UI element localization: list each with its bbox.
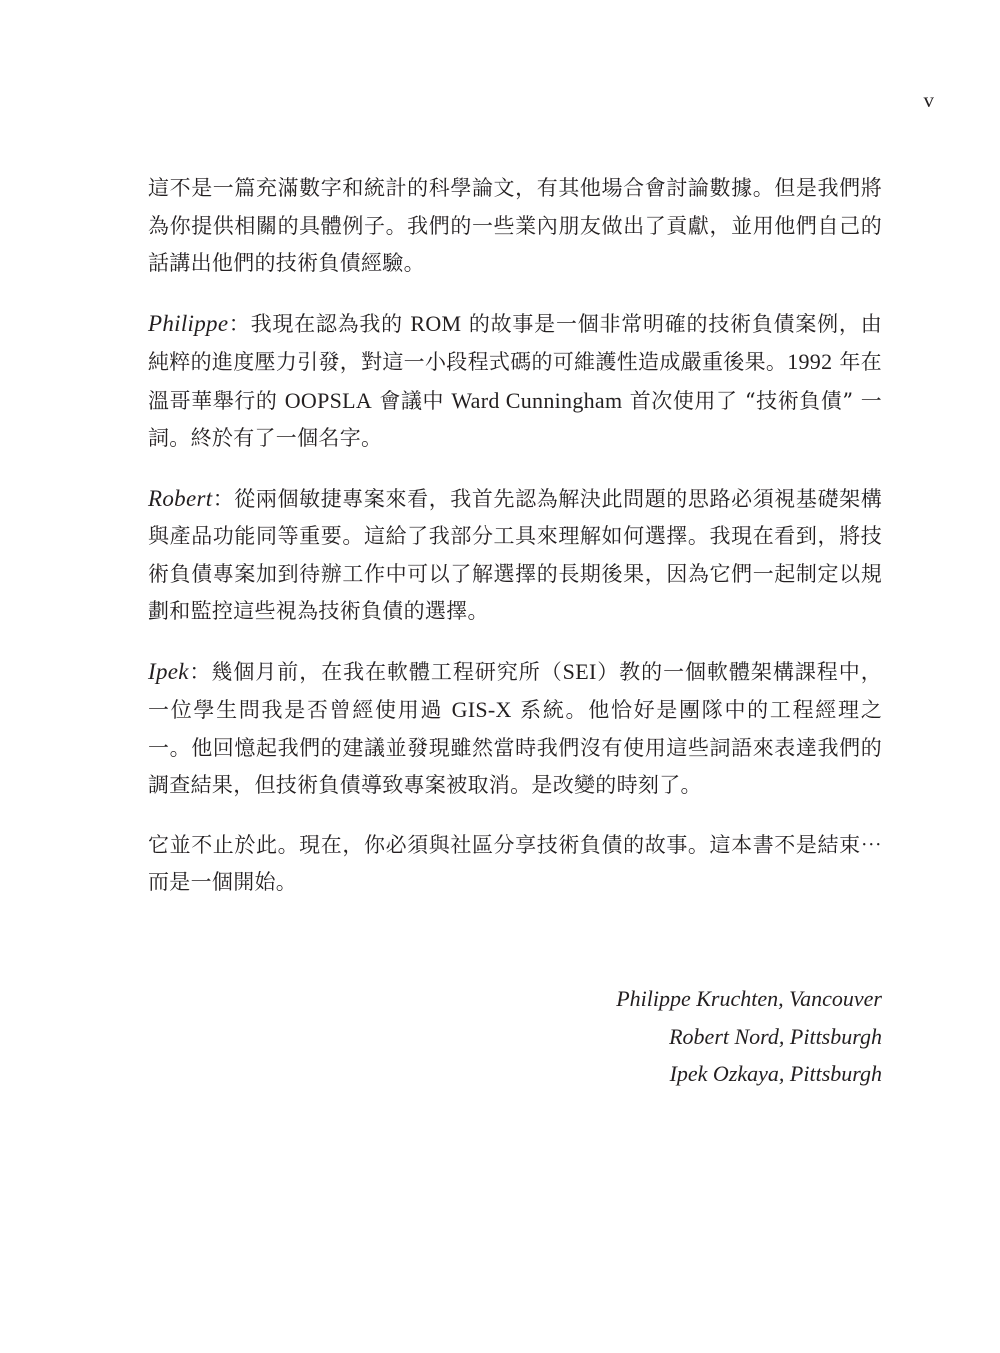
speaker-name: Ipek — [148, 658, 189, 684]
text-rom: ROM — [410, 310, 462, 336]
signature-robert: Robert Nord, Pittsburgh — [669, 1023, 882, 1049]
paragraph-intro: 這不是一篇充滿數字和統計的科學論文，有其他場合會討論數據。但是我們將為你提供相關的具體例子。我們的一些業內朋友做出了貢獻，並用他們自己的話講出他們的技術負債經驗。 — [148, 176, 882, 275]
text-segment: ）教的一個軟體架構課程中，一位學生問我是否曾經使用過 — [148, 659, 882, 722]
text-segment: ：從兩個敏捷專案來看，我首先認為解決此問題的思路必須視基礎架構與產品功能同等重要。這給了我部分工具來理解如何選擇。我現在看到，將技術負債專案加到待辦工作中可以了解選擇的長期後果，因為它們一起制定以規劃和監控這些視為技術負債的選擇。 — [148, 486, 882, 623]
text-segment: 會議中 — [379, 388, 445, 413]
speaker-name: Philippe — [148, 310, 229, 336]
text-segment: 年在溫哥華舉行的 — [148, 350, 882, 413]
signature-philippe: Philippe Kruchten, Vancouver — [616, 986, 882, 1011]
paragraph-closing: 它並不止於此。現在，你必須與社區分享技術負債的故事。這本書不是結束⋯而是一個開始。 — [148, 832, 882, 894]
paragraph-ipek — [148, 653, 882, 805]
text-segment: 的故事是一個非常明確的技術負債案例，由純粹的進度壓力引發，對這一小段程式碼的可維護性造成嚴重後果。 — [148, 311, 882, 374]
paragraph-robert — [148, 480, 882, 631]
author-signatures — [616, 980, 882, 1093]
paragraph-philippe — [148, 305, 882, 458]
signature-ipek: Ipek Ozkaya, Pittsburgh — [669, 1061, 882, 1086]
preface-body — [148, 170, 882, 924]
text-gis-x: GIS-X — [451, 697, 512, 722]
text-segment: ：我現在認為我的 — [228, 311, 403, 336]
text-sei: SEI — [562, 658, 597, 684]
text-oopsla: OOPSLA — [284, 387, 373, 413]
text-year: 1992 — [787, 349, 833, 374]
speaker-name: Robert — [148, 485, 213, 511]
page-number: v — [923, 88, 934, 112]
text-segment: 首次使用了 “技術負債” 一詞。終於有了一個名字。 — [148, 388, 883, 450]
text-segment: 系統。他恰好是團隊中的工程經理之一。他回憶起我們的建議並發現雖然當時我們沒有使用這些詞語來表達我們的調查結果，但技術負債導致專案被取消。是改變的時刻了。 — [148, 698, 882, 797]
text-ward-cunningham: Ward Cunningham — [451, 387, 623, 413]
text-segment: ：幾個月前，在我在軟體工程研究所（ — [188, 659, 563, 684]
